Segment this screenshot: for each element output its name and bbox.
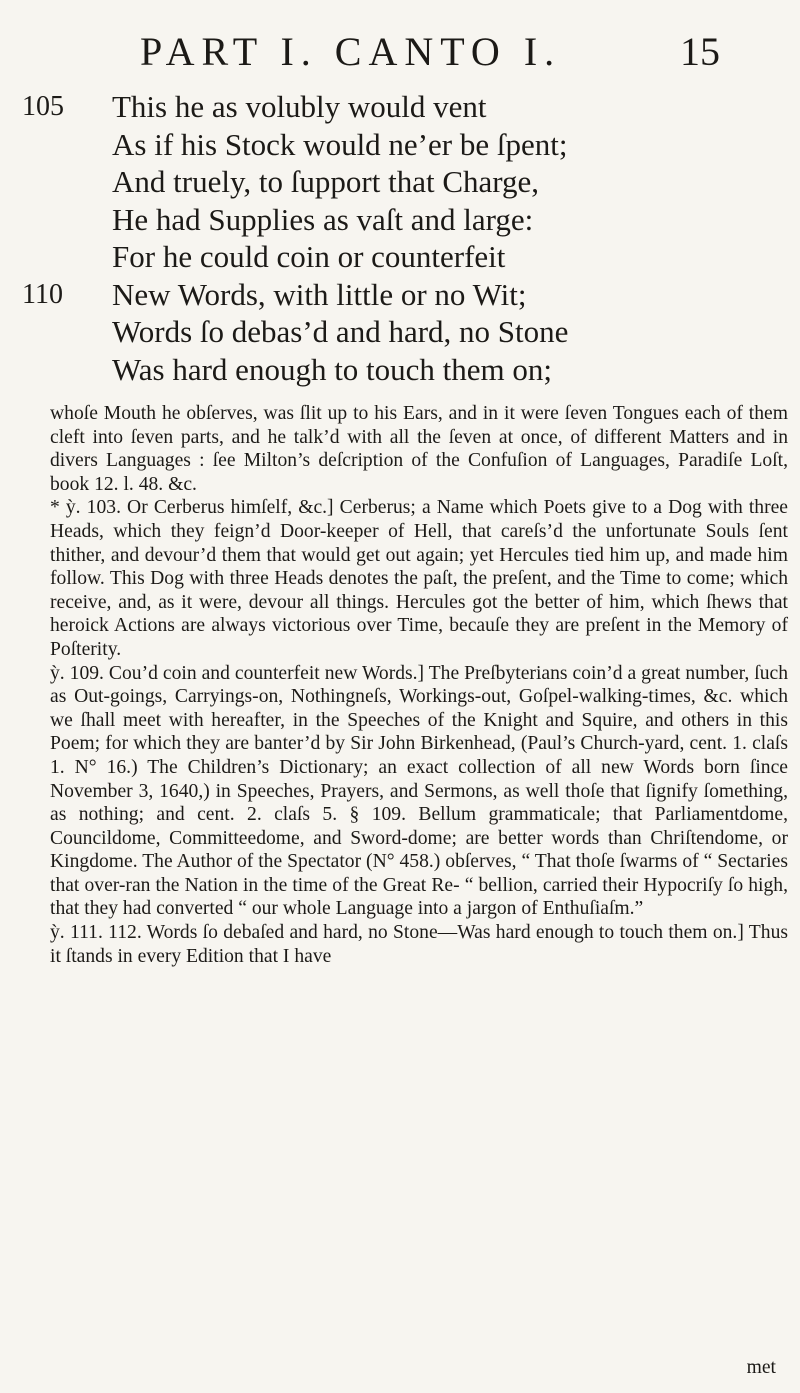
verse-line	[0, 276, 800, 314]
verse-line	[0, 201, 800, 239]
verse-text: Was hard enough to touch them on;	[112, 351, 553, 387]
note-paragraph: ỳ. 111. 112. Words ſo debaſed and hard, no Stone—Was hard enough to touch them on.] Thus it ſtands in every Edition that I have	[50, 922, 788, 967]
verse-line	[0, 313, 800, 351]
verse-text: And truely, to ſupport that Charge,	[112, 164, 540, 199]
note-paragraph: whoſe Mouth he obſerves, was ſlit up to his Ears, and in it were ſeven Tongues each of them cleft into ſeven parts, and he talk’d with all the ſeven at once, of different Matters and in divers Languages : ſee Milton’s deſcription of the Confuſion of Languages, Paradiſe Loſt, book 12. l. 48. &c.	[50, 403, 788, 495]
verse-text: For he could coin or counterfeit	[112, 239, 506, 274]
running-header	[140, 28, 720, 75]
annotation-notes	[50, 402, 788, 968]
catchword: met	[746, 1357, 776, 1378]
line-number: 110	[22, 278, 63, 310]
verse-text: New Words, with little or no Wit;	[112, 276, 527, 312]
line-number: 105	[22, 91, 64, 122]
verse-text: This he as volubly would vent	[112, 89, 487, 124]
verse-line	[0, 126, 800, 164]
verse-line	[0, 163, 800, 201]
verse-block	[0, 88, 800, 388]
verse-line	[0, 351, 800, 389]
verse-text: He had Supplies as vaſt and large:	[112, 201, 534, 237]
page-number: 15	[680, 29, 720, 74]
verse-line	[0, 238, 800, 276]
verse-text: Words ſo debas’d and hard, no Stone	[112, 314, 569, 349]
verse-line	[0, 88, 800, 126]
running-title: PART I. CANTO I.	[140, 29, 562, 74]
note-paragraph: * ỳ. 103. Or Cerberus himſelf, &c.] Cerberus; a Name which Poets give to a Dog with three Heads, which they feign’d Door-keeper of Hell, that careſs’d the unfortunate Souls ſent thither, and devour’d them that would get out again; yet Hercules tied him up, and made him follow. This Dog with three Heads denotes the paſt, the preſent, and the Time to come; which receive, and, as it were, devour all things. Hercules got the better of him, which ſhews that heroick Actions are always victorious over Time, becauſe they are preſent in the Memory of Poſterity.	[50, 497, 788, 660]
verse-text: As if his Stock would ne’er be ſpent;	[112, 126, 568, 162]
note-paragraph: ỳ. 109. Cou’d coin and counterfeit new Words.] The Preſbyterians coin’d a great number, ſuch as Out-goings, Carryings-on, Nothingneſs, Workings-out, Goſpel-walking-times, &c. which we ſhall meet with hereafter, in the Speeches of the Knight and Squire, and others in this Poem; for which they are banter’d by Sir John Birkenhead, (Paul’s Church-yard, cent. 1. claſs 1. N° 16.) The Children’s Dictionary; an exact collection of all new Words born ſince November 3, 1640,) in Speeches, Prayers, and Sermons, as well thoſe that ſignify ſomething, as nothing; and cent. 2. claſs 5. § 109. Bellum grammaticale; that Parliamentdome, Councildome, Committeedome, and Sword-dome; are better words than Chriſtendome, or Kingdome. The Author of the Spectator (N° 458.) obſerves, “ That thoſe ſwarms of “ Sectaries that over-ran the Nation in the time of the Great Re- “ bellion, carried their Hypocriſy ſo high, that they had converted “ our whole Language into a jargon of Enthuſiaſm.”	[50, 662, 788, 920]
